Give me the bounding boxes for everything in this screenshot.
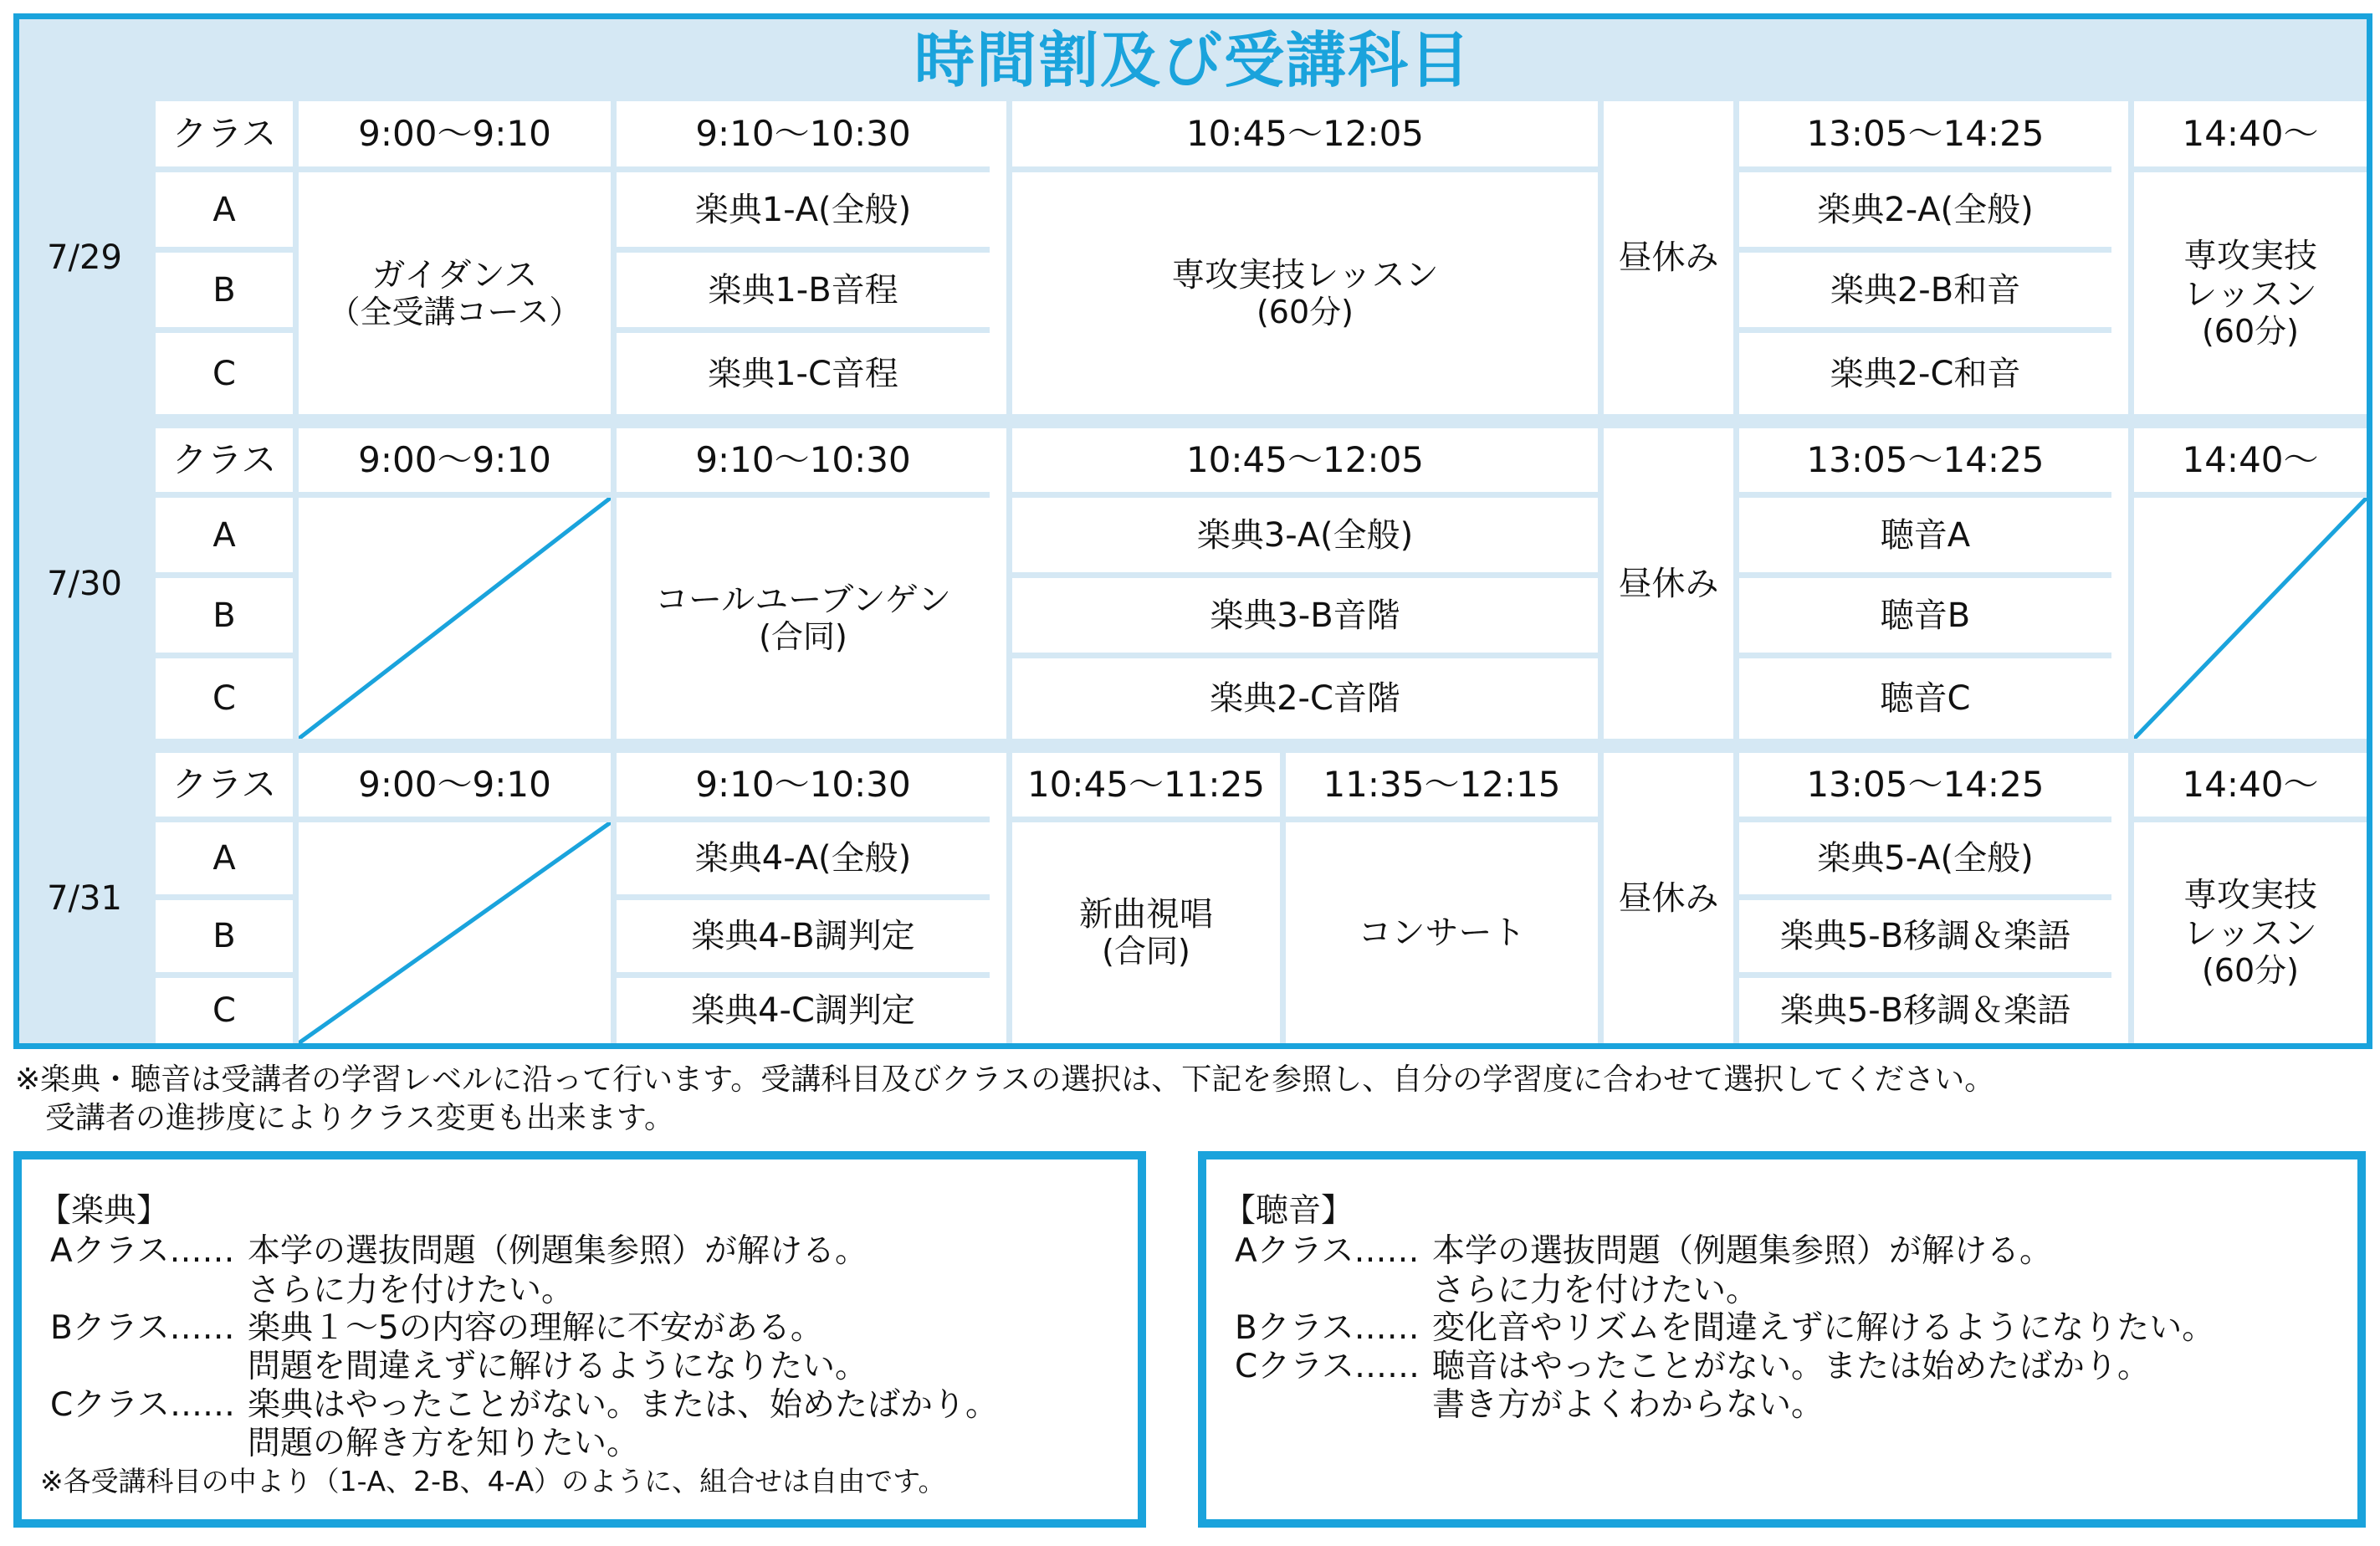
date-cell: 7/31 [19, 753, 150, 1043]
class-label: C [156, 978, 293, 1043]
class-label: A [156, 498, 293, 572]
empty-slot [299, 822, 611, 1043]
class-label: B [156, 900, 293, 972]
class-b-label: Bクラス…… [1235, 1309, 1420, 1347]
class-a-label: Aクラス…… [50, 1232, 235, 1270]
class-label: A [156, 822, 293, 894]
header-time: 9:10〜10:30 [617, 428, 990, 492]
note-line: ※楽典・聴音は受講者の学習レベルに沿って行います。受講科目及びクラスの選択は、下記を参照し、自分の学習度に合わせて選択してください。 [15, 1062, 1995, 1097]
subject-cell: 楽典5-B移調＆楽語 [1739, 978, 2111, 1043]
note-line: 受講者の進捗度によりクラス変更も出来ます。 [15, 1101, 675, 1135]
class-a-desc: 本学の選抜問題（例題集参照）が解ける。 [248, 1232, 868, 1270]
header-time: 14:40〜 [2134, 428, 2367, 492]
class-c-label: Cクラス…… [50, 1386, 236, 1424]
header-class: クラス [156, 428, 293, 492]
subject-cell: 楽典4-C調判定 [617, 978, 990, 1043]
box-title: 【楽典】 [38, 1192, 170, 1230]
subject-cell: 楽典1-C音程 [617, 333, 990, 414]
subject-cell: 楽典2-B和音 [1739, 253, 2111, 327]
subject-cell: 楽典3-B音階 [1012, 578, 1598, 653]
class-a-desc: 本学の選抜問題（例題集参照）が解ける。 [1432, 1232, 2053, 1270]
header-time: 9:00〜9:10 [299, 428, 611, 492]
header-time: 14:40〜 [2134, 753, 2367, 817]
class-a-desc: さらに力を付けたい。 [248, 1272, 575, 1309]
header-time: 10:45〜12:05 [1012, 428, 1598, 492]
timetable-title: 時間割及び受講科目 [914, 25, 1472, 95]
header-time: 13:05〜14:25 [1739, 428, 2111, 492]
class-label: A [156, 172, 293, 247]
header-time: 9:00〜9:10 [299, 753, 611, 817]
lesson-cell: 専攻実技 レッスン (60分) [2134, 172, 2367, 414]
subject-cell: 楽典4-B調判定 [617, 900, 990, 972]
class-a-label: Aクラス…… [1235, 1232, 1420, 1270]
subject-cell: 聴音A [1739, 498, 2111, 572]
concert-cell: コンサート [1286, 822, 1598, 1043]
class-label: B [156, 253, 293, 327]
subject-cell: 楽典2-C和音 [1739, 333, 2111, 414]
box-title: 【聴音】 [1223, 1192, 1354, 1230]
subject-cell: 楽典4-A(全般) [617, 822, 990, 894]
class-c-desc: 聴音はやったことがない。または始めたばかり。 [1432, 1348, 2151, 1385]
header-time: 13:05〜14:25 [1739, 753, 2111, 817]
header-time: 9:10〜10:30 [617, 101, 990, 166]
subject-cell: 新曲視唱 (合同) [1012, 822, 1280, 1043]
header-time: 9:00〜9:10 [299, 101, 611, 166]
header-class: クラス [156, 753, 293, 817]
class-label: B [156, 578, 293, 653]
date-cell: 7/30 [19, 428, 150, 739]
header-time: 9:10〜10:30 [617, 753, 990, 817]
subject-cell: 楽典2-A(全般) [1739, 172, 2111, 247]
date-cell: 7/29 [19, 101, 150, 414]
diagonal-slash [2134, 498, 2367, 739]
header-time: 13:05〜14:25 [1739, 101, 2111, 166]
lunch-cell: 昼休み [1604, 101, 1733, 414]
spacer-col [990, 753, 1006, 1043]
subject-cell: 楽典2-C音階 [1012, 658, 1598, 739]
diagonal-slash [299, 498, 611, 739]
class-b-label: Bクラス…… [50, 1309, 235, 1347]
header-time: 11:35〜12:15 [1286, 753, 1598, 817]
class-label: C [156, 333, 293, 414]
subject-cell: 聴音B [1739, 578, 2111, 653]
class-b-desc: 変化音やリズムを間違えずに解けるようになりたい。 [1432, 1309, 2215, 1347]
class-c-desc: 書き方がよくわからない。 [1432, 1386, 1825, 1424]
subject-cell: 楽典5-A(全般) [1739, 822, 2111, 894]
empty-slot [2134, 498, 2367, 739]
class-c-desc: 問題の解き方を知りたい。 [248, 1425, 640, 1462]
lunch-cell: 昼休み [1604, 753, 1733, 1043]
header-class: クラス [156, 101, 293, 166]
header-time: 14:40〜 [2134, 101, 2367, 166]
guidance-cell: ガイダンス （全受講コース） [299, 172, 611, 414]
lesson-cell: 専攻実技レッスン (60分) [1012, 172, 1598, 414]
subject-cell: 楽典1-B音程 [617, 253, 990, 327]
spacer-col [990, 101, 1006, 414]
spacer-col [2111, 753, 2128, 1043]
subject-cell: 聴音C [1739, 658, 2111, 739]
header-time: 10:45〜12:05 [1012, 101, 1598, 166]
class-a-desc: さらに力を付けたい。 [1432, 1272, 1759, 1309]
timetable [13, 13, 2372, 1049]
box-footnote: ※各受講科目の中より（1-A、2-B、4-A）のように、組合せは自由です。 [40, 1465, 946, 1497]
subject-cell: 楽典3-A(全般) [1012, 498, 1598, 572]
spacer-col [2111, 428, 2128, 739]
subject-cell: コールユーブンゲン (合同) [617, 498, 990, 739]
lunch-cell: 昼休み [1604, 428, 1733, 739]
spacer-col [990, 428, 1006, 739]
header-time: 10:45〜11:25 [1012, 753, 1280, 817]
lesson-cell: 専攻実技 レッスン (60分) [2134, 822, 2367, 1043]
subject-cell: 楽典1-A(全般) [617, 172, 990, 247]
class-b-desc: 問題を間違えずに解けるようになりたい。 [248, 1348, 868, 1385]
spacer-col [2111, 101, 2128, 414]
class-c-label: Cクラス…… [1235, 1348, 1420, 1385]
subject-cell: 楽典5-B移調＆楽語 [1739, 900, 2111, 972]
diagonal-slash [299, 822, 611, 1043]
class-b-desc: 楽典１〜5の内容の理解に不安がある。 [248, 1309, 823, 1347]
empty-slot [299, 498, 611, 739]
choon-box [1198, 1151, 2366, 1528]
class-c-desc: 楽典はやったことがない。または、始めたばかり。 [248, 1386, 999, 1424]
gakuten-box [13, 1151, 1146, 1528]
class-label: C [156, 658, 293, 739]
